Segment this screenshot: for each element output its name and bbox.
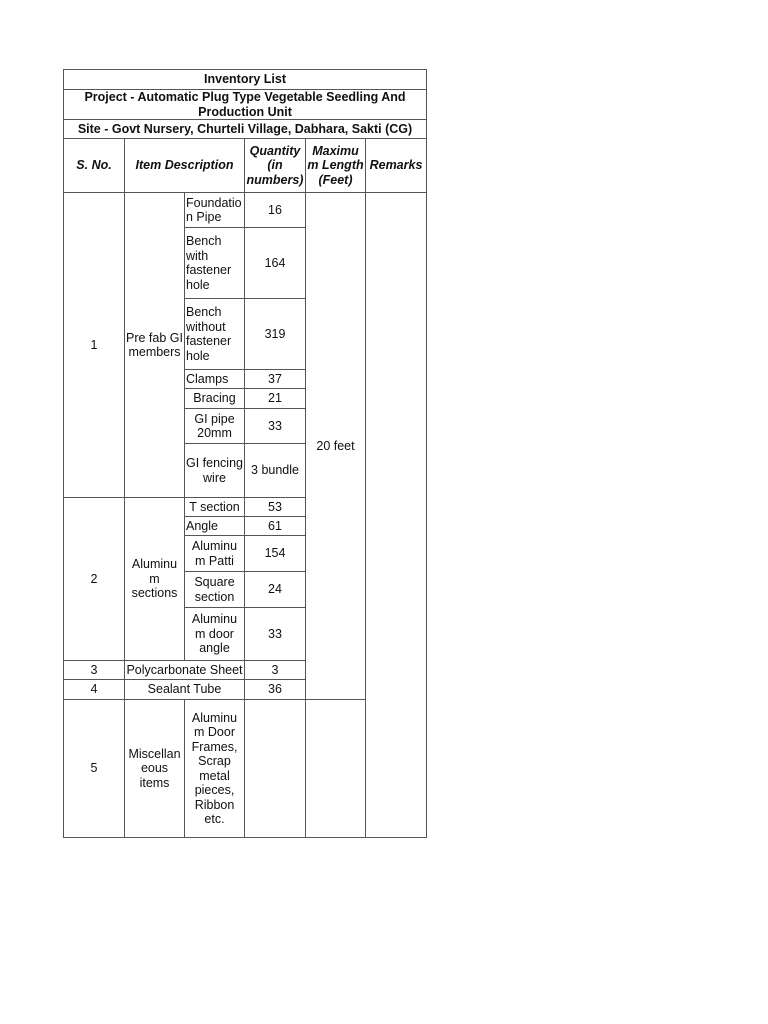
table-title: Inventory List bbox=[64, 70, 427, 90]
qty-cell: 33 bbox=[245, 409, 306, 444]
sno-cell: 5 bbox=[64, 700, 125, 838]
qty-cell: 24 bbox=[245, 572, 306, 608]
qty-cell: 319 bbox=[245, 299, 306, 370]
item-cell: GI fencing wire bbox=[185, 444, 245, 498]
header-item-description: Item Description bbox=[125, 139, 245, 193]
item-cell: Foundatio n Pipe bbox=[185, 193, 245, 228]
item-cell: Bench without fastener hole bbox=[185, 299, 245, 370]
category-cell: Miscellan eous items bbox=[125, 700, 185, 838]
qty-cell: 154 bbox=[245, 536, 306, 572]
item-cell: Angle bbox=[185, 517, 245, 536]
item-cell: Square section bbox=[185, 572, 245, 608]
qty-cell bbox=[245, 700, 306, 838]
project-line: Project - Automatic Plug Type Vegetable Seedling And Production Unit bbox=[64, 90, 427, 120]
category-cell: Sealant Tube bbox=[125, 680, 245, 700]
item-cell: Bench with fastener hole bbox=[185, 228, 245, 299]
max-length-cell: 20 feet bbox=[306, 193, 366, 700]
category-cell: Pre fab GI members bbox=[125, 193, 185, 498]
qty-cell: 3 bundle bbox=[245, 444, 306, 498]
sno-cell: 2 bbox=[64, 498, 125, 661]
item-cell: Clamps bbox=[185, 370, 245, 389]
header-remarks: Remarks bbox=[366, 139, 427, 193]
qty-cell: 16 bbox=[245, 193, 306, 228]
item-cell: T section bbox=[185, 498, 245, 517]
qty-cell: 164 bbox=[245, 228, 306, 299]
qty-cell: 61 bbox=[245, 517, 306, 536]
qty-cell: 33 bbox=[245, 608, 306, 661]
site-line: Site - Govt Nursery, Churteli Village, Dabhara, Sakti (CG) bbox=[64, 120, 427, 139]
inventory-table bbox=[63, 69, 427, 838]
item-cell: Bracing bbox=[185, 389, 245, 409]
qty-cell: 21 bbox=[245, 389, 306, 409]
max-length-cell bbox=[306, 700, 366, 838]
qty-cell: 3 bbox=[245, 661, 306, 680]
item-cell: Aluminu m Patti bbox=[185, 536, 245, 572]
table-row bbox=[64, 193, 427, 228]
item-cell: Aluminu m Door Frames, Scrap metal pieces, Ribbon etc. bbox=[185, 700, 245, 838]
category-cell: Aluminu m sections bbox=[125, 498, 185, 661]
header-quantity: Quantity (in numbers) bbox=[245, 139, 306, 193]
sno-cell: 4 bbox=[64, 680, 125, 700]
qty-cell: 37 bbox=[245, 370, 306, 389]
qty-cell: 53 bbox=[245, 498, 306, 517]
sno-cell: 3 bbox=[64, 661, 125, 680]
qty-cell: 36 bbox=[245, 680, 306, 700]
remarks-cell bbox=[366, 193, 427, 838]
sno-cell: 1 bbox=[64, 193, 125, 498]
item-cell: GI pipe 20mm bbox=[185, 409, 245, 444]
header-max-length: Maximu m Length (Feet) bbox=[306, 139, 366, 193]
item-cell: Aluminu m door angle bbox=[185, 608, 245, 661]
header-sno: S. No. bbox=[64, 139, 125, 193]
category-cell: Polycarbonate Sheet bbox=[125, 661, 245, 680]
